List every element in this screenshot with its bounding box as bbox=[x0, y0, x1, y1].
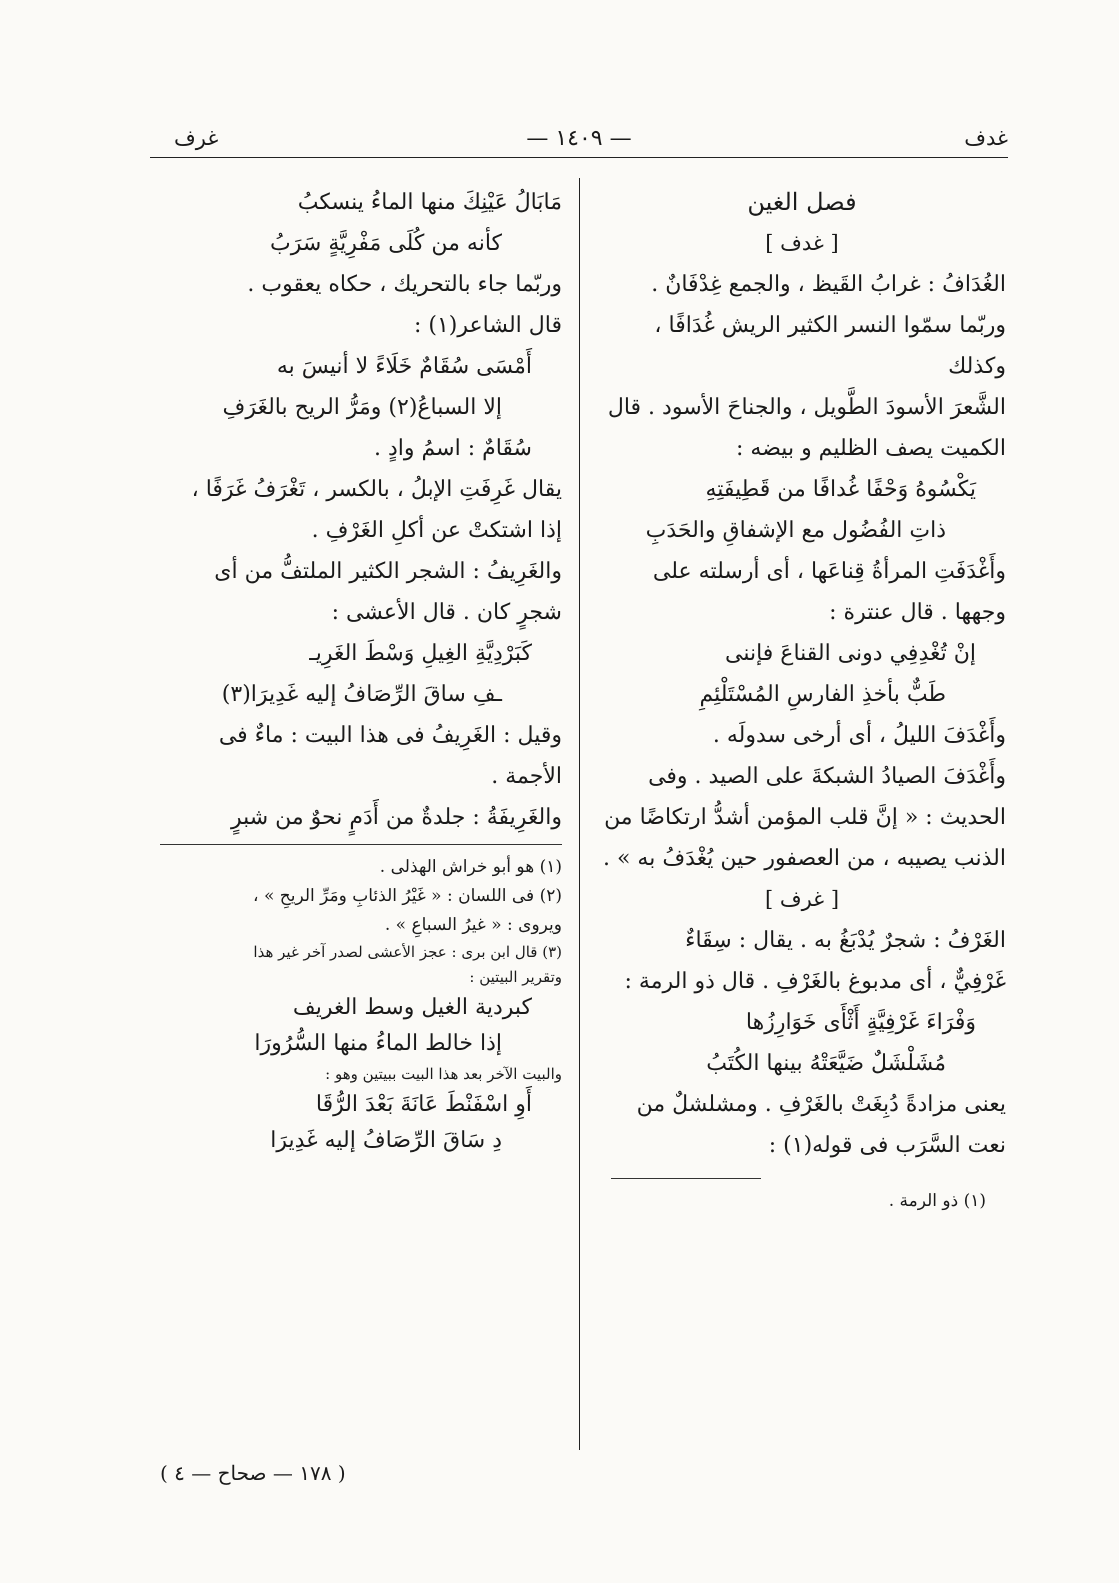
verse-line: يَكْسُوهُ وَحْفًا غُدافًا من قَطِيفَتِهِ bbox=[705, 477, 976, 502]
text-line: يعنى مزادةً دُبِغَتْ بالغَرْفِ . ومشلشلٌ من bbox=[636, 1092, 1006, 1117]
text-line: والغَرِيفُ : الشجر الكثير الملتفُّ من أى bbox=[214, 559, 562, 584]
footnote-note: والبيت الآخر بعد هذا البيت ببيتين وهو : bbox=[325, 1065, 562, 1083]
text-line: الشَّعرَ الأسودَ الطَّويل ، والجناحَ الأسود . قال bbox=[607, 395, 1006, 420]
footnote-verse-line: أَوِ اسْفَنْطَ عَانَةَ بَعْدَ الرُّقَا bbox=[315, 1092, 532, 1117]
verse-line: ذاتِ الفُضُول مع الإشفاقِ والحَدَبِ bbox=[645, 518, 946, 543]
verse-line: مَابَالُ عَيْنِكَ منها الماءُ ينسكبُ bbox=[297, 190, 562, 215]
text-line: وأَغْدَفَ الصيادُ الشبكةَ على الصيد . وفى bbox=[648, 764, 1006, 789]
verse-line: كأنه من كُلَى مَفْرِيَّةٍ سَرَبُ bbox=[270, 231, 502, 256]
entry-head-ghadaf: [ غدف ] bbox=[765, 231, 839, 255]
footnote-rule bbox=[160, 844, 562, 845]
verse-line: إلا السباعُ(٢) ومَرُّ الريح بالغَرَفِ bbox=[222, 395, 502, 420]
footnote: (٢) فى اللسان : « غَيْرُ الذئابِ ومَرِّ الريحِ » ، bbox=[253, 886, 562, 906]
footnote: (١) هو أبو خراش الهذلى . bbox=[379, 857, 562, 877]
text-line: الذنب يصيبه ، من العصفور حين يُغْدَفُ به » . bbox=[602, 846, 1006, 871]
page-header bbox=[150, 126, 1008, 160]
text-line: نعت السَّرَب فى قوله(١) : bbox=[768, 1133, 1006, 1158]
text-line: الغُدَافُ : غرابُ القَيظ ، والجمع غِدْفَانٌ . bbox=[651, 272, 1006, 297]
footnote: ويروى : « غيرُ السباعِ » . bbox=[384, 915, 562, 935]
text-line: وأَغْدَفَ الليلُ ، أى أرخى سدولَه . bbox=[712, 723, 1006, 748]
text-line: وربّما سمّوا النسر الكثير الريش غُدَافًا ، وكذلك bbox=[654, 313, 1006, 379]
header-left-word: غرف bbox=[174, 126, 219, 150]
page-number: — ١٤٠٩ — bbox=[526, 126, 632, 151]
verse-line: طَبٌّ بأخذِ الفارسِ المُسْتَلْئِمِ bbox=[699, 682, 946, 707]
verse-line: وَفْرَاءَ غَرْفِيَّةٍ أَثْأَى خَوَارِزُها bbox=[745, 1010, 976, 1035]
column-divider bbox=[579, 178, 580, 1450]
text-line: غَرْفِيٌّ ، أى مدبوغ بالغَرْفِ . قال ذو الرمة : bbox=[624, 969, 1006, 994]
signature-mark: ( ١٧٨ — صحاح — ٤ ) bbox=[160, 1461, 346, 1485]
text-line: قال الشاعر(١) : bbox=[413, 313, 562, 338]
text-line: وجهها . قال عنترة : bbox=[829, 600, 1006, 625]
footnote-rule bbox=[611, 1178, 761, 1179]
text-line: سُقَامٌ : اسمُ وادٍ . bbox=[374, 436, 532, 461]
text-line: الغَرْفُ : شجرٌ يُدْبَغُ به . يقال : سِقَاءٌ bbox=[685, 928, 1006, 953]
footnote-verse-line: كبردية الغيل وسط الغريف bbox=[292, 995, 532, 1020]
text-line: شجرٍ كان . قال الأعشى : bbox=[331, 600, 562, 625]
entry-head-gharaf: [ غرف ] bbox=[764, 887, 840, 911]
verse-line: إنْ تُغْدِفِي دونى القناعَ فإننى bbox=[725, 641, 976, 666]
text-line: وأَغْدَفَتِ المرأةُ قِناعَها ، أى أرسلته على bbox=[652, 559, 1006, 584]
text-line: الحديث : « إنَّ قلب المؤمن أشدُّ ارتكاضًا من bbox=[604, 805, 1006, 830]
footnote: وتقرير البيتين : bbox=[469, 968, 562, 986]
footnote-verse-line: إذا خالط الماءُ منها السُّرُورَا bbox=[254, 1031, 502, 1056]
text-line: وقيل : الغَرِيفُ فى هذا البيت : ماءٌ فى الأجمة . bbox=[218, 723, 562, 789]
footnote-verse-line: دِ سَاقَ الرِّصَافُ إليه غَدِيرَا bbox=[270, 1128, 502, 1153]
right-column bbox=[598, 182, 1006, 1216]
text-line: يقال غَرِفَتِ الإبلُ ، بالكسر ، تَغْرَفُ غَرَفًا ، bbox=[191, 477, 562, 502]
verse-line: أَمْسَى سُقَامٌ خَلَاءً لا أنيسَ به bbox=[276, 354, 532, 379]
footnote: (١) ذو الرمة . bbox=[888, 1191, 986, 1211]
verse-line: ـفِ ساقَ الرِّصَافُ إليه غَدِيرَا(٣) bbox=[221, 682, 502, 707]
header-rule bbox=[150, 157, 1008, 158]
left-column bbox=[160, 182, 562, 1159]
text-line: إذا اشتكتْ عن أكلِ الغَرْفِ . bbox=[311, 518, 562, 543]
footnote: (٣) قال ابن برى : عجز الأعشى لصدر آخر غير هذا bbox=[253, 943, 562, 961]
text-line: والغَرِيفَةُ : جلدةٌ من أَدَمٍ نحوٌ من شبرٍ bbox=[230, 805, 562, 830]
header-right-word: غدف bbox=[964, 126, 1008, 150]
verse-line: مُشَلْشَلٌ ضَيَّعَتْهُ بينها الكُتَبُ bbox=[706, 1051, 946, 1076]
verse-line: كَبَرْدِيَّةِ الغِيلِ وَسْطَ الغَرِيـ bbox=[309, 641, 532, 666]
text-line: الكميت يصف الظليم و بيضه : bbox=[736, 436, 1006, 461]
text-line: وربّما جاء بالتحريك ، حكاه يعقوب . bbox=[247, 272, 562, 297]
section-title: فصل الغين bbox=[747, 188, 857, 216]
